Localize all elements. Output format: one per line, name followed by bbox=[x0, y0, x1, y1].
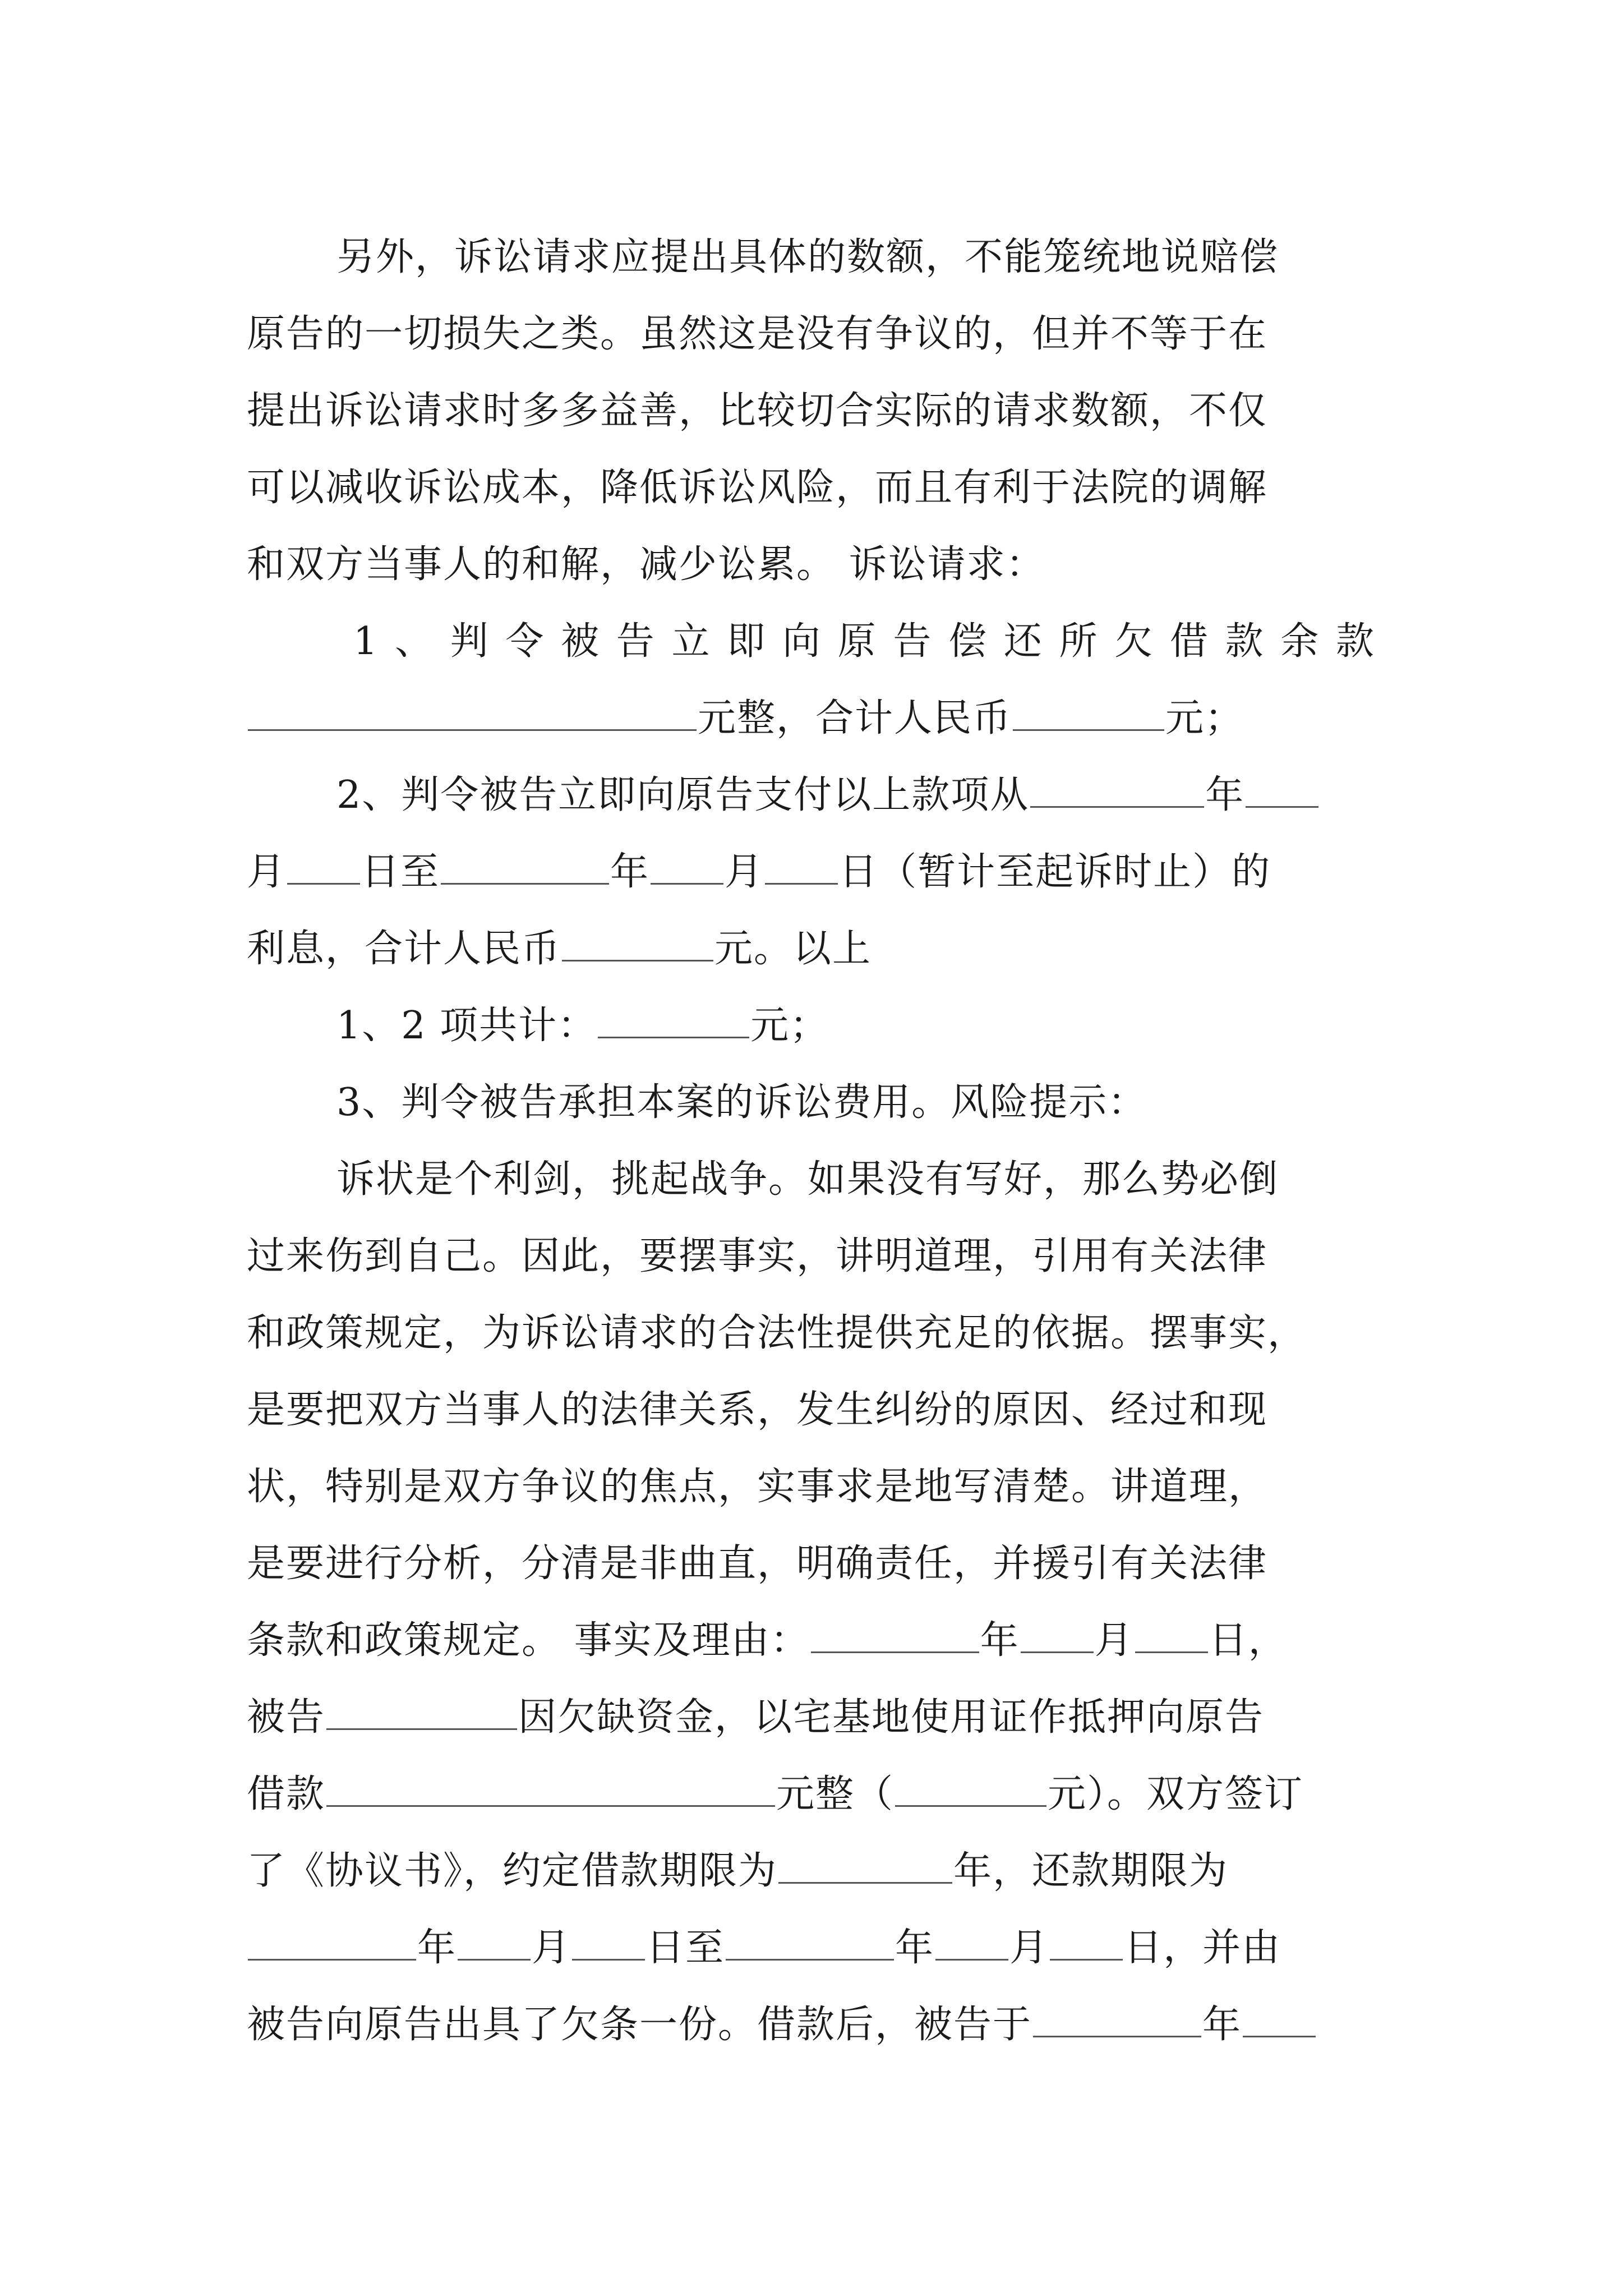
blank-field[interactable] bbox=[326, 1773, 775, 1807]
blank-field[interactable] bbox=[598, 1004, 749, 1038]
paragraph-line: 原告的一切损失之类。虽然这是没有争议的，但并不等于在 bbox=[247, 312, 1268, 356]
facts-loan-line: 借款 元整（ 元）。双方签订 bbox=[247, 1772, 1304, 1816]
blank-field[interactable] bbox=[895, 1773, 1046, 1807]
blank-field[interactable] bbox=[248, 697, 697, 731]
blank-field[interactable] bbox=[765, 850, 838, 885]
blank-field[interactable] bbox=[441, 850, 609, 885]
blank-field[interactable] bbox=[562, 927, 713, 961]
paragraph-line: 和双方当事人的和解，减少讼累。 诉讼请求： bbox=[247, 542, 1045, 587]
claim-2-interest-line: 利息，合计人民币 元。以上 bbox=[247, 927, 872, 971]
paragraph-line: 可以减收诉讼成本，降低诉讼风险，而且有利于法院的调解 bbox=[247, 466, 1268, 510]
blank-field[interactable] bbox=[572, 1926, 645, 1961]
blank-field[interactable] bbox=[1050, 1926, 1123, 1961]
blank-field[interactable] bbox=[726, 1926, 894, 1961]
facts-term-line: 年 月 日至 年 月 日，并由 bbox=[247, 1910, 1380, 1986]
document-body bbox=[247, 219, 1380, 2063]
paragraph-line: 过来伤到自己。因此，要摆事实，讲明道理，引用有关法律 bbox=[247, 1234, 1268, 1278]
blank-field[interactable] bbox=[811, 1619, 979, 1653]
facts-agreement-line: 了《协议书》，约定借款期限为 年，还款期限为 bbox=[247, 1849, 1229, 1893]
paragraph-line: 状，特别是双方争议的焦点，实事求是地写清楚。讲道理， bbox=[247, 1465, 1268, 1509]
paragraph-line: 诉状是个利剑，挑起战争。如果没有写好，那么势必倒 bbox=[336, 1157, 1279, 1202]
paragraph-line: 提出诉讼请求时多多益善，比较切合实际的请求数额，不仅 bbox=[247, 389, 1268, 433]
blank-field[interactable] bbox=[458, 1926, 531, 1961]
blank-field[interactable] bbox=[935, 1926, 1008, 1961]
paragraph-line: 另外，诉讼请求应提出具体的数额，不能笼统地说赔偿 bbox=[336, 235, 1279, 279]
paragraph-line: 和政策规定，为诉讼请求的合法性提供充足的依据。摆事实， bbox=[247, 1311, 1307, 1355]
claim-1-amount-line: 元整，合计人民币 元； bbox=[247, 680, 1380, 757]
claim-1-line: 1、判令被告立即向原告偿还所欠借款余款 bbox=[353, 619, 1380, 664]
claim-2-line: 2、判令被告立即向原告支付以上款项从 年 bbox=[247, 757, 1380, 834]
paragraph-line: 是要进行分析，分清是非曲直，明确责任，并援引有关法律 bbox=[247, 1542, 1268, 1586]
blank-field[interactable] bbox=[1021, 1619, 1094, 1653]
facts-date-line: 条款和政策规定。 事实及理由： 年 月 日， bbox=[247, 1618, 1288, 1663]
blank-field[interactable] bbox=[1246, 774, 1318, 808]
blank-field[interactable] bbox=[1030, 774, 1204, 808]
blank-field[interactable] bbox=[287, 850, 360, 885]
blank-field[interactable] bbox=[248, 1926, 416, 1961]
blank-field[interactable] bbox=[1135, 1619, 1208, 1653]
blank-field[interactable] bbox=[326, 1696, 517, 1730]
blank-field[interactable] bbox=[1013, 697, 1164, 731]
blank-field[interactable] bbox=[1243, 2003, 1316, 2037]
facts-defendant-line: 被告 因欠缺资金，以宅基地使用证作抵押向原告 bbox=[247, 1695, 1265, 1740]
claim-3-line: 3、判令被告承担本案的诉讼费用。风险提示： bbox=[336, 1080, 1147, 1125]
blank-field[interactable] bbox=[778, 1849, 952, 1884]
facts-iou-line: 被告向原告出具了欠条一份。借款后，被告于 年 bbox=[247, 1986, 1380, 2063]
claim-2-date-line: 月 日至 年 月 日（暂计至起诉时止）的 bbox=[247, 850, 1271, 894]
blank-field[interactable] bbox=[651, 850, 723, 885]
claim-total-line: 1、2 项共计： 元； bbox=[336, 1004, 829, 1048]
blank-field[interactable] bbox=[1033, 2003, 1201, 2037]
paragraph-line: 是要把双方当事人的法律关系，发生纠纷的原因、经过和现 bbox=[247, 1388, 1268, 1432]
